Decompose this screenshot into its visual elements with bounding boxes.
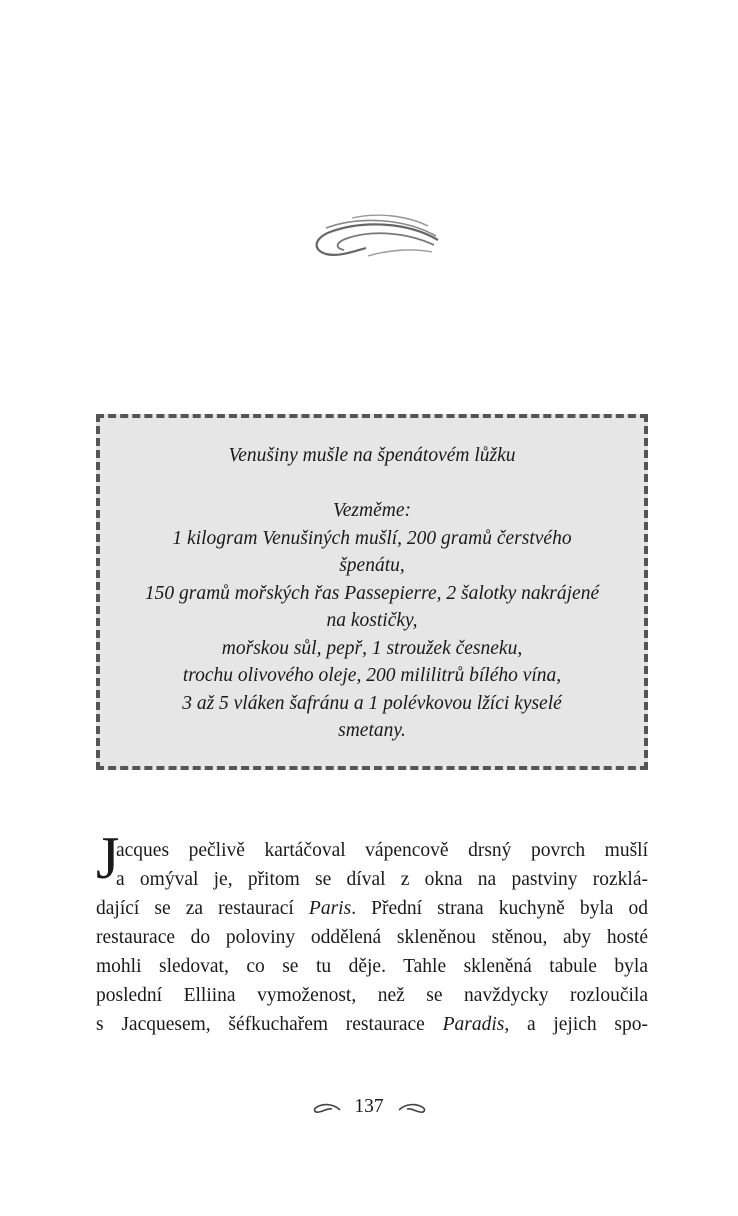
body-line: a omýval je, přitom se díval z okna na pastviny rozklá-: [116, 869, 648, 890]
body-text-span: , a jejich spo-: [504, 1014, 648, 1035]
body-line: [96, 1010, 648, 1039]
body-text-span: dající se za restaurací: [96, 898, 309, 919]
body-line: mohli sledovat, co se tu děje. Tahle skleněná tabule byla: [96, 956, 648, 977]
body-line: restaurace do poloviny oddělená skleněnou stěnou, aby hosté: [96, 927, 648, 948]
recipe-line: 3 až 5 vláken šafránu a 1 polévkovou lžíci kyselé: [182, 692, 562, 714]
body-line: poslední Elliina vymoženost, než se navždycky rozloučila: [96, 985, 648, 1006]
recipe-line: 1 kilogram Venušiných mušlí, 200 gramů čerstvého: [172, 527, 572, 549]
dropcap: J: [96, 825, 120, 891]
restaurant-name-paris: Paris: [308, 898, 352, 919]
recipe-title: Venušiny mušle na špenátovém lůžku: [228, 445, 516, 466]
recipe-line: smetany.: [338, 720, 406, 741]
left-flourish-icon: [312, 1101, 342, 1115]
flourish-ornament-icon: [308, 212, 440, 264]
right-flourish-icon: [397, 1101, 427, 1115]
recipe-line: špenátu,: [339, 555, 405, 576]
restaurant-name-paradis: Paradis: [442, 1014, 505, 1035]
recipe-line: na kostičky,: [326, 610, 418, 631]
body-line: acques pečlivě kartáčoval vápencově drsný povrch mušlí: [116, 840, 648, 861]
body-paragraph: [96, 836, 648, 1039]
recipe-line: trochu olivového oleje, 200 mililitrů bílého vína,: [182, 665, 562, 686]
recipe-subtitle: Vezměme:: [333, 500, 411, 521]
page-number: 137: [354, 1096, 384, 1117]
page-footer: [0, 1096, 738, 1118]
body-text-span: . Přední strana kuchyně byla od: [351, 898, 648, 919]
recipe-box: [96, 414, 648, 770]
body-line: [96, 894, 648, 923]
recipe-line: 150 gramů mořských řas Passepierre, 2 šalotky nakrájené: [144, 582, 600, 604]
recipe-line: mořskou sůl, pepř, 1 stroužek česneku,: [221, 637, 523, 659]
body-text-span: s Jacquesem, šéfkuchařem restaurace: [96, 1014, 443, 1035]
